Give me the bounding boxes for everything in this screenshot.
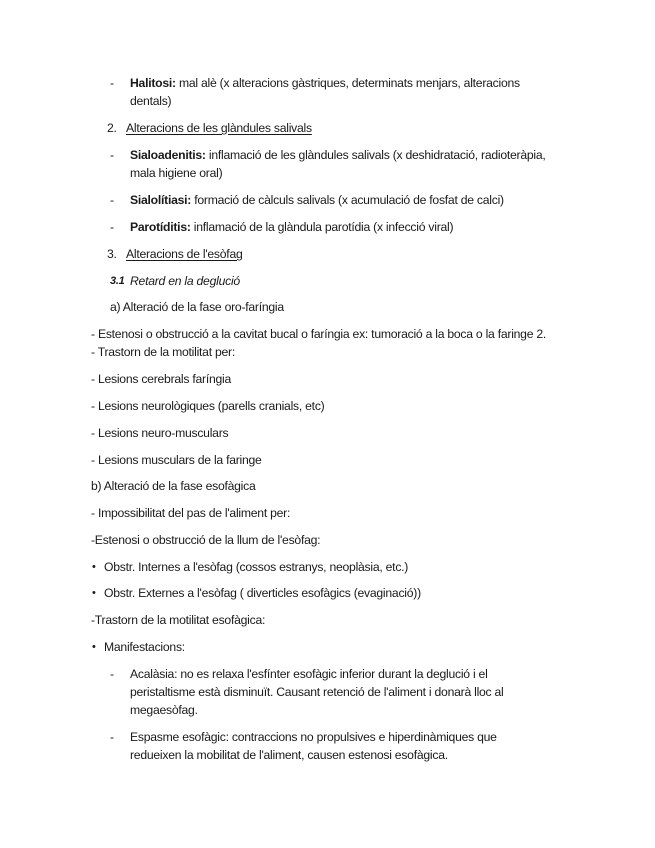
list-dash: - bbox=[110, 220, 114, 234]
lesions-neuro-musculars: - Lesions neuro-musculars bbox=[91, 426, 229, 440]
halitosi-line-2: dentals) bbox=[130, 94, 172, 108]
estenosi-oro-faringia: - Estenosi o obstrucció a la cavitat bucal o faríngia ex: tumoració a la boca o la faringe 2. bbox=[91, 327, 547, 341]
list-dash: - bbox=[110, 193, 114, 207]
parotiditis-text: inflamació de la glàndula parotídia (x infecció viral) bbox=[190, 220, 454, 234]
manifestacions: Manifestacions: bbox=[104, 640, 185, 654]
halitosi-term: Halitosi: bbox=[130, 76, 176, 90]
section-3-1-number: 3.1 bbox=[110, 275, 125, 287]
halitosi-text: mal alè (x alteracions gàstriques, determinats menjars, alteracions bbox=[175, 76, 520, 90]
obstr-internes: Obstr. Internes a l'esòfag (cossos estranys, neoplàsia, etc.) bbox=[104, 560, 409, 574]
sialoadenitis-line-2: mala higiene oral) bbox=[130, 166, 223, 180]
list-dash: - bbox=[110, 76, 114, 90]
halitosi-line-1 bbox=[130, 75, 520, 92]
lesions-neurologiques: - Lesions neurològiques (parells cranials, etc) bbox=[91, 399, 325, 413]
subsection-a: a) Alteració de la fase oro-faríngia bbox=[110, 300, 284, 314]
subsection-b: b) Alteració de la fase esofàgica bbox=[91, 479, 256, 493]
list-dash: - bbox=[110, 730, 114, 744]
section-2-title: Alteracions de les glàndules salivals bbox=[126, 121, 312, 135]
bullet-icon: • bbox=[92, 641, 96, 653]
section-3-title: Alteracions de l'esòfag bbox=[126, 247, 243, 261]
espasme-line-1: Espasme esofàgic: contraccions no propulsives e hiperdinàmiques que bbox=[130, 730, 497, 744]
trastorn-motilitat-esofagica: -Trastorn de la motilitat esofàgica: bbox=[91, 613, 266, 627]
section-3-number: 3. bbox=[107, 247, 117, 261]
obstr-externes: Obstr. Externes a l'esòfag ( diverticles esofàgics (evaginació)) bbox=[104, 586, 421, 600]
bullet-icon: • bbox=[92, 587, 96, 599]
parotiditis-term: Parotíditis: bbox=[130, 220, 191, 234]
sialoadenitis-line-1 bbox=[130, 147, 546, 164]
bullet-icon: • bbox=[92, 561, 96, 573]
section-2-number: 2. bbox=[107, 121, 117, 135]
impossibilitat-pas: - Impossibilitat del pas de l'aliment per: bbox=[91, 506, 291, 520]
estenosi-esofag: -Estenosi o obstrucció de la llum de l'esòfag: bbox=[91, 533, 321, 547]
acalasia-line-3: megaesòfag. bbox=[130, 703, 198, 717]
section-3-1-title: Retard en la deglució bbox=[130, 274, 240, 288]
list-dash: - bbox=[110, 667, 114, 681]
lesions-musculars: - Lesions musculars de la faringe bbox=[91, 453, 262, 467]
acalasia-line-1: Acalàsia: no es relaxa l'esfínter esofàgic inferior durant la deglució i el bbox=[130, 667, 488, 681]
acalasia-line-2: peristaltisme està disminuït. Causant retenció de l'aliment i donarà lloc al bbox=[130, 685, 504, 699]
sialolitiasi-term: Sialolítiasi: bbox=[130, 193, 192, 207]
sialolitiasi-text: formació de càlculs salivals (x acumulació de fosfat de calci) bbox=[191, 193, 504, 207]
sialoadenitis-text: inflamació de les glàndules salivals (x deshidratació, radioteràpia, bbox=[205, 148, 546, 162]
sialolitiasi-line bbox=[130, 192, 504, 209]
espasme-line-2: redueixen la mobilitat de l'aliment, causen estenosi esofàgica. bbox=[130, 748, 448, 762]
list-dash: - bbox=[110, 148, 114, 162]
parotiditis-line bbox=[130, 219, 453, 236]
lesions-cerebrals: - Lesions cerebrals faríngia bbox=[91, 372, 231, 386]
sialoadenitis-term: Sialoadenitis: bbox=[130, 148, 206, 162]
trastorn-motilitat: - Trastorn de la motilitat per: bbox=[91, 345, 235, 359]
